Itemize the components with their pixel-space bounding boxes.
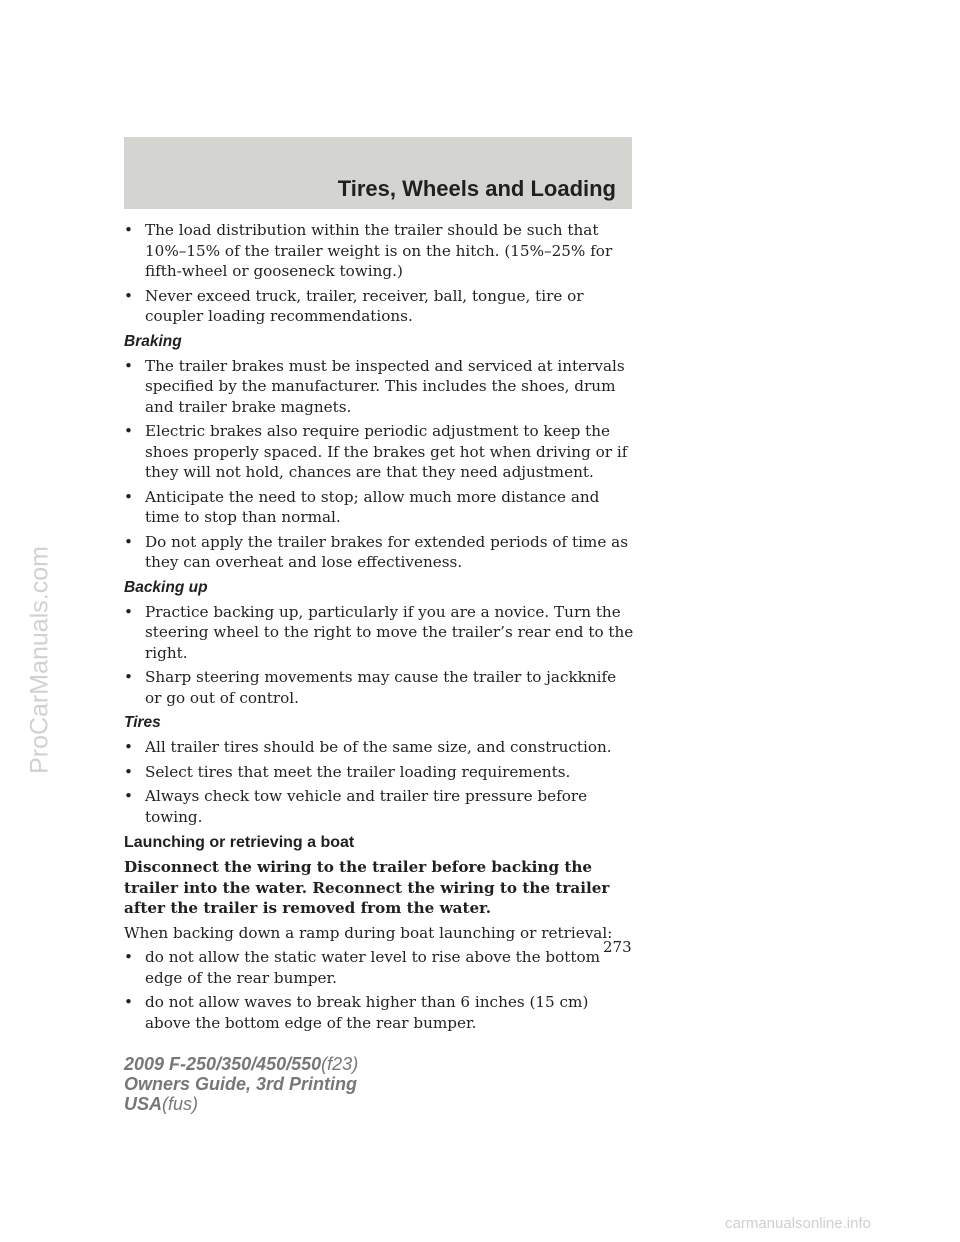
backing-up-heading: Backing up xyxy=(124,578,208,596)
bullet-glyph: • xyxy=(124,286,133,305)
list-item-text: Anticipate the need to stop; allow much more distance and time to stop than normal. xyxy=(145,487,600,526)
page-content xyxy=(124,220,634,1037)
braking-heading: Braking xyxy=(124,332,182,350)
list-item xyxy=(124,356,634,418)
list-item-text: Never exceed truck, trailer, receiver, ball, tongue, tire or coupler loading recommendations. xyxy=(145,286,584,325)
footer-line-3 xyxy=(124,1094,358,1114)
list-item-text: Sharp steering movements may cause the trailer to jackknife or go out of control. xyxy=(145,668,617,707)
list-item xyxy=(124,737,634,758)
bullet-glyph: • xyxy=(124,787,133,805)
bullet-glyph: • xyxy=(124,738,133,756)
list-item xyxy=(124,667,634,708)
boat-heading: Launching or retrieving a boat xyxy=(124,834,355,851)
list-item xyxy=(124,602,634,664)
list-item-text: The load distribution within the trailer should be such that 10%–15% of the trailer weight is on the hitch. (15%–25% for fifth-wheel or gooseneck towing.) xyxy=(145,221,613,280)
list-item-text: do not allow the static water level to rise above the bottom edge of the rear bumper. xyxy=(145,948,601,987)
footer-market-code: (fus) xyxy=(162,1094,199,1114)
list-item-text: Practice backing up, particularly if you are a novice. Turn the steering wheel to the right to move the trailer’s rear end to the right. xyxy=(145,602,634,662)
section-title: Tires, Wheels and Loading xyxy=(337,176,616,201)
list-item xyxy=(124,220,634,282)
footer-code: (f23) xyxy=(321,1054,359,1074)
bullet-glyph: • xyxy=(124,487,133,506)
section-header xyxy=(124,137,632,209)
backing-up-bullets xyxy=(124,602,634,709)
tires-bullets xyxy=(124,737,634,827)
list-item xyxy=(124,421,634,483)
bullet-glyph: • xyxy=(124,668,133,686)
list-item xyxy=(124,947,634,988)
bullet-glyph: • xyxy=(124,993,133,1011)
list-item xyxy=(124,532,634,573)
tires-heading: Tires xyxy=(124,714,161,731)
list-item-text: All trailer tires should be of the same size, and construction. xyxy=(145,738,612,756)
footer-model: 2009 F-250/350/450/550 xyxy=(124,1054,322,1074)
intro-bullets xyxy=(124,220,634,327)
boat-warning: Disconnect the wiring to the trailer before backing the trailer into the water. Reconnect the wiring to the trailer after the trailer is removed from the water. xyxy=(124,858,610,917)
page-number: 273 xyxy=(603,938,632,956)
bullet-glyph: • xyxy=(124,602,133,621)
list-item-text: Electric brakes also require periodic adjustment to keep the shoes properly spaced. If the brakes get hot when driving or if they will not hold, chances are that they need adjustment. xyxy=(145,422,628,481)
list-item xyxy=(124,786,634,827)
bullet-glyph: • xyxy=(124,221,133,239)
watermark xyxy=(0,0,60,1242)
list-item-text: do not allow waves to break higher than 6 inches (15 cm) above the bottom edge of the rear bumper. xyxy=(145,993,589,1032)
boat-intro: When backing down a ramp during boat launching or retrieval: xyxy=(124,923,613,942)
watermark-text: ProCarManuals.com xyxy=(25,546,54,774)
footer-market: USA xyxy=(124,1094,163,1114)
footer-line-2: Owners Guide, 3rd Printing xyxy=(124,1074,358,1094)
bullet-glyph: • xyxy=(124,532,133,551)
list-item-text: Do not apply the trailer brakes for extended periods of time as they can overheat and lose effectiveness. xyxy=(145,532,628,571)
list-item xyxy=(124,992,634,1033)
site-watermark: carmanualsonline.info xyxy=(725,1215,871,1232)
boat-bullets xyxy=(124,947,634,1033)
bullet-glyph: • xyxy=(124,948,133,966)
footer-line-1 xyxy=(124,1054,358,1074)
list-item-text: Always check tow vehicle and trailer tire pressure before towing. xyxy=(145,787,588,826)
list-item xyxy=(124,487,634,528)
bullet-glyph: • xyxy=(124,422,133,440)
list-item xyxy=(124,762,634,783)
list-item xyxy=(124,286,634,327)
list-item-text: The trailer brakes must be inspected and serviced at intervals specified by the manufacturer. This includes the shoes, drum and trailer brake magnets. xyxy=(145,356,625,416)
document-footer xyxy=(124,1054,358,1114)
braking-bullets xyxy=(124,356,634,573)
bullet-glyph: • xyxy=(124,762,133,781)
bullet-glyph: • xyxy=(124,356,133,375)
list-item-text: Select tires that meet the trailer loading requirements. xyxy=(145,762,571,781)
